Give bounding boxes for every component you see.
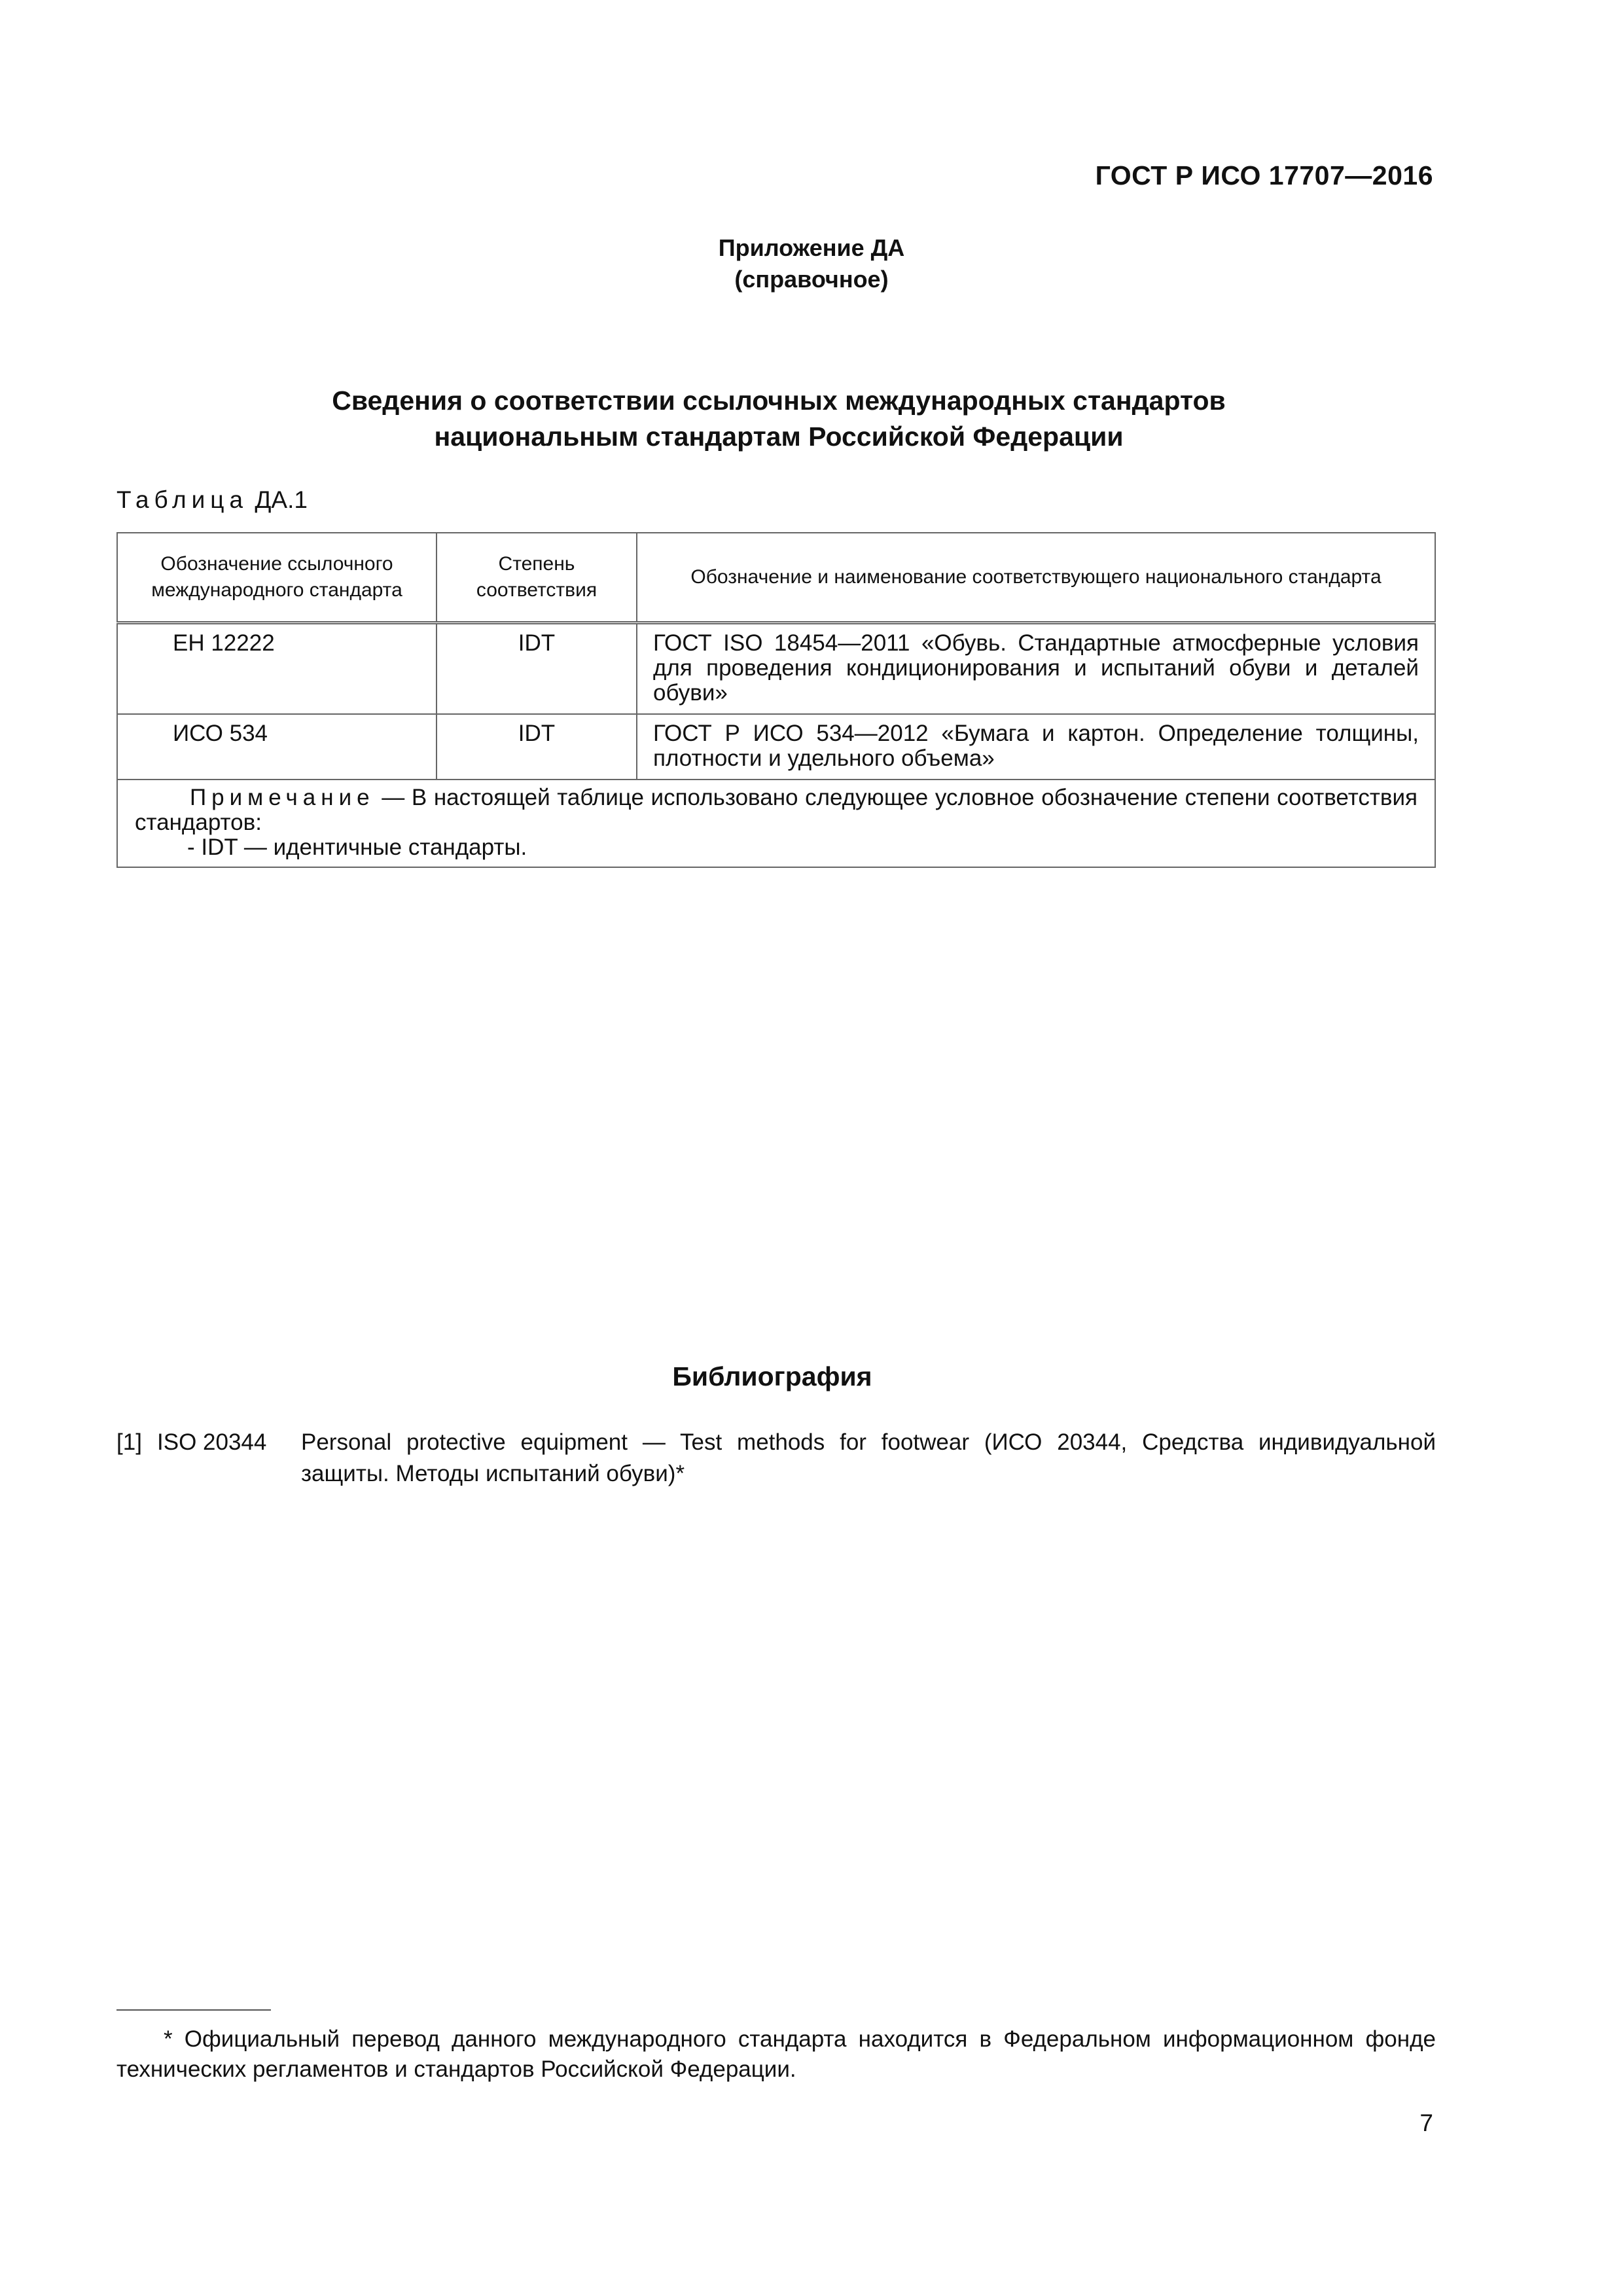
header-degree: Степень соответствия xyxy=(437,533,637,623)
bibliography-entry-text: Personal protective equipment — Test methods for footwear (ИСО 20344, Средства индивидуальной защиты. Методы испытаний обуви)* xyxy=(301,1429,1436,1486)
bibliography-entry-number: [1] xyxy=(116,1429,142,1455)
footnote-text: * Официальный перевод данного международного стандарта находится в Федеральном информационном фонде технических регламентов и стандартов Российской Федерации. xyxy=(116,2026,1436,2082)
appendix-title: Приложение ДА xyxy=(718,234,905,261)
bibliography-entry xyxy=(116,1427,1436,1490)
table-label xyxy=(116,486,308,514)
note-text: — В настоящей таблице использовано следующее условное обозначение степени соответствия стандартов: xyxy=(135,785,1418,835)
table-note-row xyxy=(117,780,1435,867)
cell-degree: IDT xyxy=(437,714,637,780)
cell-national-standard: ГОСТ Р ИСО 534—2012 «Бумага и картон. Определение толщины, плотности и удельного объема» xyxy=(637,714,1435,780)
document-code: ГОСТ Р ИСО 17707—2016 xyxy=(1095,160,1433,190)
note-paragraph xyxy=(135,785,1418,835)
bibliography-entry-code: ISO 20344 xyxy=(157,1429,267,1455)
footnote-divider xyxy=(116,2009,271,2011)
cell-degree: IDT xyxy=(437,623,637,715)
cell-designation: ИСО 534 xyxy=(117,714,437,780)
table-label-number: ДА.1 xyxy=(255,486,308,513)
correspondence-table xyxy=(116,532,1436,868)
note-item: - IDT — идентичные стандарты. xyxy=(187,834,527,860)
table-row xyxy=(117,714,1435,780)
footnote xyxy=(116,2024,1436,2085)
table-label-word: Таблица xyxy=(116,486,249,513)
note-lead: Примечание xyxy=(190,785,375,810)
section-title-line-1: Сведения о соответствии ссылочных международных стандартов xyxy=(332,386,1226,416)
table-note xyxy=(117,780,1435,867)
header-national-standard: Обозначение и наименование соответствующего национального стандарта xyxy=(637,533,1435,623)
bibliography-title: Библиография xyxy=(672,1361,872,1391)
page-number: 7 xyxy=(1419,2109,1433,2136)
cell-designation: ЕН 12222 xyxy=(117,623,437,715)
cell-national-standard: ГОСТ ISO 18454—2011 «Обувь. Стандартные атмосферные условия для проведения кондиционирования и испытаний обуви и деталей обуви» xyxy=(637,623,1435,715)
appendix-subtitle: (справочное) xyxy=(734,266,889,293)
table-row xyxy=(117,623,1435,715)
section-title xyxy=(0,383,1558,455)
section-title-line-2: национальным стандартам Российской Федерации xyxy=(434,422,1124,452)
table-header-row xyxy=(117,533,1435,623)
header-designation: Обозначение ссылочного международного стандарта xyxy=(117,533,437,623)
appendix-heading xyxy=(0,232,1623,295)
